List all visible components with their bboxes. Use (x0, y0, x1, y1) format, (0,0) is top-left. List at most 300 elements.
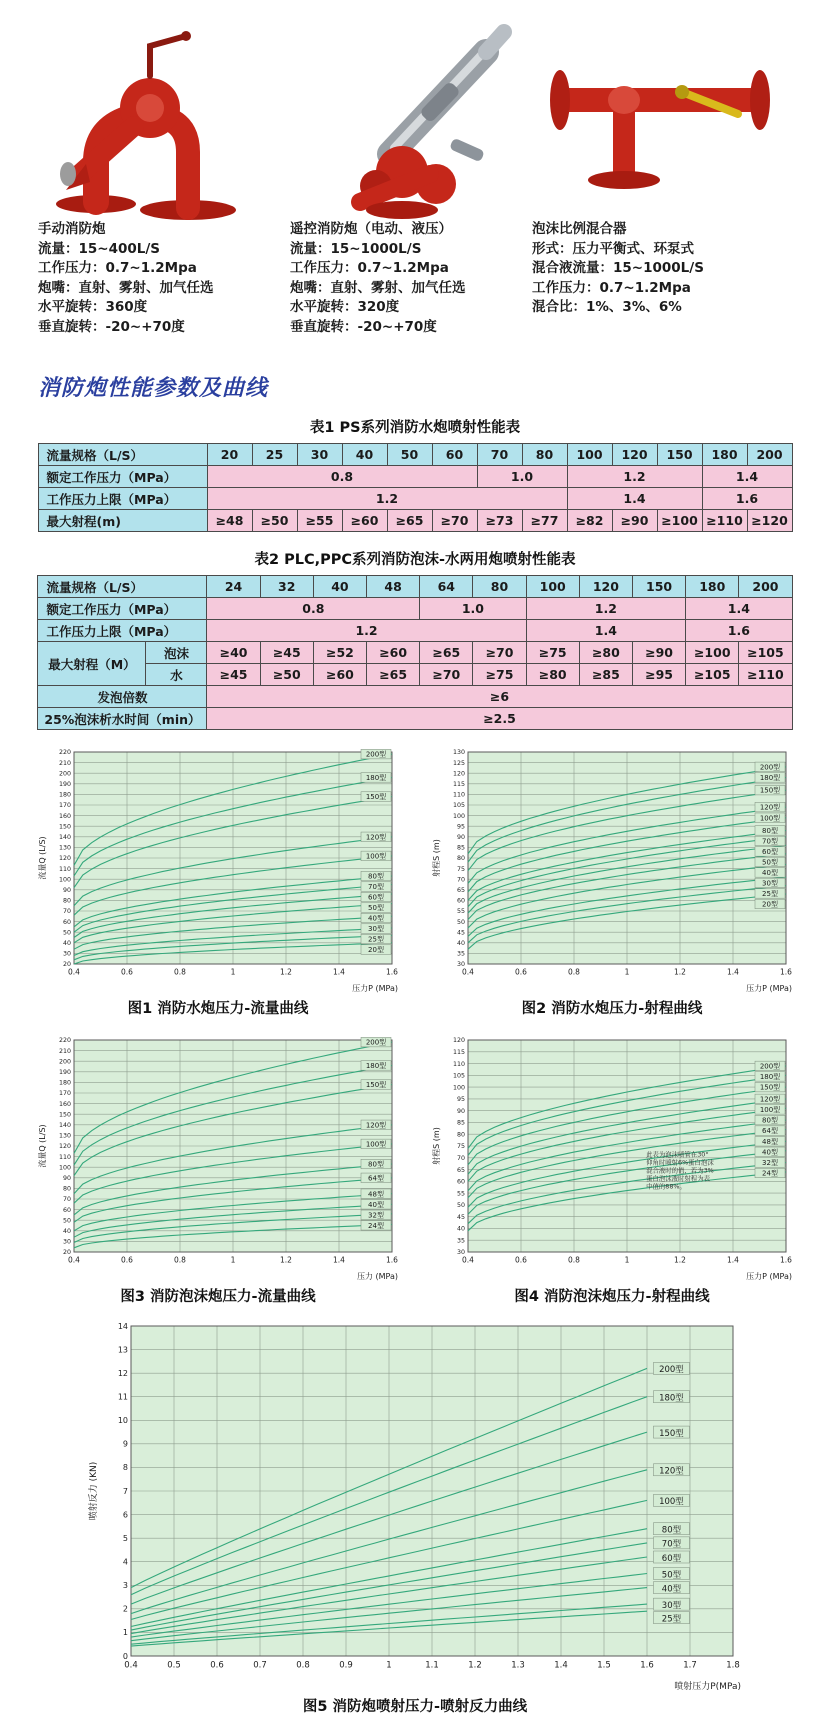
series-label-50型: 50型 (661, 1570, 682, 1581)
svg-text:1.4: 1.4 (727, 967, 739, 977)
series-label-100型: 100型 (759, 814, 781, 823)
fig4-svg (428, 1032, 796, 1284)
water-range-cell: ≥75 (473, 664, 526, 686)
rated-pressure-cell: 1.2 (567, 466, 702, 488)
svg-text:0.6: 0.6 (515, 1255, 527, 1265)
svg-text:1.7: 1.7 (683, 1660, 697, 1671)
svg-text:1.4: 1.4 (333, 967, 345, 977)
svg-text:仰角时喷射6%蛋白泡沫: 仰角时喷射6%蛋白泡沫 (646, 1158, 714, 1167)
svg-text:0.6: 0.6 (121, 967, 133, 977)
svg-text:0.8: 0.8 (568, 1255, 580, 1265)
svg-text:70: 70 (456, 876, 465, 884)
series-label-20型: 20型 (368, 946, 384, 955)
fig3-chart (34, 1032, 402, 1306)
svg-text:0.8: 0.8 (568, 967, 580, 977)
svg-text:170: 170 (58, 1090, 71, 1098)
svg-text:35: 35 (456, 1237, 465, 1245)
product-spec-line: 混合液流量：15~1000L/S (532, 260, 704, 276)
svg-text:210: 210 (58, 759, 71, 767)
svg-text:70: 70 (62, 908, 71, 916)
upper-pressure-cell: 1.4 (526, 620, 686, 642)
svg-text:0: 0 (122, 1651, 128, 1661)
series-label-40型: 40型 (368, 1200, 384, 1209)
series-label-80型: 80型 (762, 1116, 778, 1125)
fig1-caption: 图1 消防水炮压力-流量曲线 (127, 1001, 309, 1017)
foam-range-cell: ≥52 (313, 642, 366, 664)
svg-text:75: 75 (456, 865, 465, 873)
fig5-svg (85, 1316, 745, 1694)
svg-text:100: 100 (452, 812, 465, 820)
flow-spec-cell: 150 (632, 576, 685, 598)
svg-text:70: 70 (62, 1196, 71, 1204)
foam-range-cell: ≥40 (207, 642, 260, 664)
svg-text:60: 60 (456, 1178, 465, 1186)
product-specs (290, 240, 532, 338)
svg-text:3: 3 (122, 1581, 128, 1591)
svg-text:110: 110 (452, 1060, 465, 1068)
fig3-caption: 图3 消防泡沫炮压力-流量曲线 (120, 1289, 316, 1305)
product-spec-line: 工作压力：0.7~1.2Mpa (532, 279, 691, 296)
svg-text:4: 4 (122, 1557, 128, 1567)
table-row (38, 466, 792, 488)
fig5-caption: 图5 消防炮喷射压力-喷射反力曲线 (302, 1699, 528, 1715)
svg-text:80: 80 (62, 1185, 71, 1193)
series-label-80型: 80型 (368, 872, 384, 881)
series-label-100型: 100型 (365, 852, 387, 861)
table2-plc-ppc-series (37, 575, 792, 730)
gridlines (468, 752, 786, 964)
water-range-cell: ≥60 (313, 664, 366, 686)
svg-text:0.4: 0.4 (462, 967, 474, 977)
svg-text:105: 105 (452, 1072, 465, 1080)
svg-text:30: 30 (62, 950, 71, 958)
series-label-48型: 48型 (368, 1190, 384, 1199)
flow-spec-cell: 32 (260, 576, 313, 598)
svg-text:20: 20 (62, 961, 71, 969)
svg-text:115: 115 (452, 781, 465, 789)
series-label-60型: 60型 (762, 847, 778, 856)
svg-text:1.6: 1.6 (386, 1255, 398, 1265)
svg-text:1.5: 1.5 (597, 1660, 611, 1671)
svg-text:1.2: 1.2 (674, 967, 686, 977)
product-spec-line: 工作压力：0.7~1.2Mpa (38, 260, 197, 276)
series-label-24型: 24型 (368, 1221, 384, 1230)
svg-text:160: 160 (58, 1100, 71, 1108)
svg-text:1.3: 1.3 (511, 1660, 525, 1671)
svg-text:120: 120 (452, 770, 465, 778)
svg-text:95: 95 (456, 823, 465, 831)
svg-text:120: 120 (58, 1143, 71, 1151)
fig4-caption: 图4 消防泡沫炮压力-射程曲线 (514, 1289, 710, 1305)
series-label-64型: 64型 (368, 1174, 384, 1183)
product-spec-line: 炮嘴：直射、雾射、加气任选 (38, 279, 214, 296)
product-name: 遥控消防炮（电动、液压） (290, 221, 452, 237)
svg-text:1.2: 1.2 (280, 967, 292, 977)
flow-spec-cell: 60 (432, 444, 477, 466)
svg-text:中值的88%。: 中值的88%。 (646, 1182, 686, 1191)
svg-text:65: 65 (456, 887, 465, 895)
x-axis-label: 喷射压力P(MPa) (674, 1682, 741, 1692)
sub-label-foam: 泡沫 (146, 642, 207, 664)
svg-text:40: 40 (62, 940, 71, 948)
svg-text:35: 35 (456, 950, 465, 958)
rated-pressure-cell: 0.8 (207, 466, 477, 488)
svg-text:50: 50 (456, 1202, 465, 1210)
max-range-cell: ≥90 (612, 510, 657, 532)
svg-text:130: 130 (58, 844, 71, 852)
series-label-20型: 20型 (762, 900, 778, 909)
flow-spec-cell: 100 (526, 576, 579, 598)
svg-text:170: 170 (58, 802, 71, 810)
foam-range-cell: ≥60 (367, 642, 420, 664)
row-label-rated-pressure: 额定工作压力（MPa） (38, 466, 207, 488)
fig1-chart (34, 744, 402, 1018)
foam-range-cell: ≥105 (739, 642, 792, 664)
svg-text:0.4: 0.4 (462, 1255, 474, 1265)
row-label-rated-pressure: 额定工作压力（MPa） (38, 598, 207, 620)
charts-row-2 (0, 1032, 830, 1306)
product-specs (38, 240, 290, 338)
water-range-cell: ≥85 (579, 664, 632, 686)
flow-spec-cell: 180 (702, 444, 747, 466)
svg-text:50: 50 (62, 929, 71, 937)
product-specs (532, 240, 800, 318)
svg-text:50: 50 (456, 918, 465, 926)
foam-range-cell: ≥70 (473, 642, 526, 664)
series-label-200型: 200型 (659, 1365, 684, 1376)
svg-text:150: 150 (58, 823, 71, 831)
max-range-cell: ≥120 (747, 510, 792, 532)
table2-title: 表2 PLC,PPC系列消防泡沫-水两用炮喷射性能表 (254, 552, 576, 568)
series-label-40型: 40型 (762, 868, 778, 877)
product-spec-line: 水平旋转：320度 (290, 299, 400, 315)
svg-text:140: 140 (58, 1122, 71, 1130)
svg-text:11: 11 (117, 1392, 128, 1402)
section-heading: 消防炮性能参数及曲线 (38, 376, 269, 401)
flow-spec-cell: 200 (747, 444, 792, 466)
series-label-25型: 25型 (762, 889, 778, 898)
table-row (38, 686, 792, 708)
svg-text:1.4: 1.4 (554, 1660, 568, 1671)
svg-text:1.6: 1.6 (780, 967, 792, 977)
svg-text:220: 220 (58, 1037, 71, 1045)
svg-text:0.6: 0.6 (121, 1255, 133, 1265)
svg-text:110: 110 (58, 1153, 71, 1161)
foam-proportioner-illustration (532, 42, 788, 200)
svg-text:180: 180 (58, 791, 71, 799)
y-axis-label: 流量Q (L/S) (38, 836, 47, 880)
svg-text:1.1: 1.1 (425, 1660, 439, 1671)
svg-text:0.4: 0.4 (68, 967, 80, 977)
svg-text:0.6: 0.6 (210, 1660, 224, 1671)
water-range-cell: ≥95 (632, 664, 685, 686)
series-label-50型: 50型 (368, 904, 384, 913)
series-label-40型: 40型 (368, 914, 384, 923)
fig1-svg (34, 744, 402, 996)
foam-range-cell: ≥100 (686, 642, 739, 664)
water-range-cell: ≥105 (686, 664, 739, 686)
row-label-max-range: 最大射程(m) (38, 510, 207, 532)
manual-fire-monitor-photo (38, 22, 290, 220)
water-range-cell: ≥70 (420, 664, 473, 686)
row-label-drain-time: 25%泡沫析水时间（min） (38, 708, 207, 730)
y-axis-label: 流量Q (L/S) (38, 1124, 47, 1168)
svg-text:1: 1 (624, 1255, 630, 1265)
flow-spec-cell: 64 (420, 576, 473, 598)
svg-text:此表为泡沫喷管在30°: 此表为泡沫喷管在30° (646, 1150, 709, 1159)
series-label-25型: 25型 (661, 1614, 682, 1625)
series-label-40型: 40型 (661, 1584, 682, 1595)
series-label-120型: 120型 (365, 833, 387, 842)
svg-text:0.6: 0.6 (515, 967, 527, 977)
svg-text:90: 90 (456, 1107, 465, 1115)
product-spec-line: 水平旋转：360度 (38, 299, 148, 315)
series-label-30型: 30型 (368, 925, 384, 934)
svg-text:190: 190 (58, 781, 71, 789)
rated-pressure-cell: 1.0 (477, 466, 567, 488)
svg-text:1.6: 1.6 (640, 1660, 654, 1671)
series-label-200型: 200型 (365, 750, 387, 759)
series-label-120型: 120型 (759, 803, 781, 812)
series-label-200型: 200型 (759, 1062, 781, 1071)
series-label-80型: 80型 (661, 1525, 682, 1536)
flow-spec-cell: 70 (477, 444, 522, 466)
series-label-80型: 80型 (762, 826, 778, 835)
fig4-chart (428, 1032, 796, 1306)
product-spec-line: 炮嘴：直射、雾射、加气任选 (290, 279, 466, 296)
svg-text:8: 8 (122, 1463, 128, 1473)
svg-text:180: 180 (58, 1079, 71, 1087)
svg-text:蛋白泡沫液时射程为表: 蛋白泡沫液时射程为表 (646, 1174, 710, 1183)
table-row (38, 708, 792, 730)
rated-pressure-cell: 1.0 (420, 598, 526, 620)
svg-text:0.4: 0.4 (124, 1660, 138, 1671)
rated-pressure-cell: 1.4 (702, 466, 792, 488)
flow-spec-cell: 180 (686, 576, 739, 598)
table-row (38, 488, 792, 510)
svg-text:6: 6 (122, 1510, 128, 1520)
chart5-row (0, 1316, 830, 1716)
table-row (38, 576, 792, 598)
series-label-200型: 200型 (759, 763, 781, 772)
product-spec-line: 形式：压力平衡式、环泵式 (532, 240, 694, 257)
svg-text:100: 100 (58, 876, 71, 884)
table1-title: 表1 PS系列消防水炮喷射性能表 (309, 420, 521, 436)
svg-text:85: 85 (456, 844, 465, 852)
series-label-100型: 100型 (365, 1140, 387, 1149)
upper-pressure-cell: 1.6 (686, 620, 792, 642)
foam-proportioner-photo (532, 22, 800, 220)
flow-spec-cell: 100 (567, 444, 612, 466)
sub-label-water: 水 (146, 664, 207, 686)
row-label-flow: 流量规格（L/S） (38, 444, 207, 466)
svg-text:40: 40 (456, 1225, 465, 1233)
series-label-180型: 180型 (365, 1061, 387, 1070)
flow-spec-cell: 80 (473, 576, 526, 598)
series-label-80型: 80型 (368, 1160, 384, 1169)
max-range-cell: ≥60 (342, 510, 387, 532)
gridlines (74, 1040, 392, 1252)
series-label-150型: 150型 (759, 1083, 781, 1092)
gridlines (74, 752, 392, 964)
svg-text:85: 85 (456, 1119, 465, 1127)
max-range-cell: ≥110 (702, 510, 747, 532)
series-label-48型: 48型 (762, 1137, 778, 1146)
foam-range-cell: ≥45 (260, 642, 313, 664)
svg-text:55: 55 (456, 1190, 465, 1198)
svg-text:95: 95 (456, 1096, 465, 1104)
row-label-upper-pressure: 工作压力上限（MPa） (38, 488, 207, 510)
svg-text:115: 115 (452, 1048, 465, 1056)
fig3-svg (34, 1032, 402, 1284)
svg-text:65: 65 (456, 1166, 465, 1174)
svg-text:100: 100 (452, 1084, 465, 1092)
svg-text:70: 70 (456, 1154, 465, 1162)
svg-text:1.6: 1.6 (386, 967, 398, 977)
product-spec-line: 流量：15~400L/S (38, 240, 161, 257)
series-labels (361, 749, 391, 954)
rated-pressure-cell: 1.2 (526, 598, 686, 620)
product-spec-line: 垂直旋转：-20~+70度 (38, 318, 185, 335)
svg-text:60: 60 (62, 1206, 71, 1214)
row-label-upper-pressure: 工作压力上限（MPa） (38, 620, 207, 642)
svg-text:110: 110 (452, 791, 465, 799)
expansion-cell: ≥6 (207, 686, 792, 708)
svg-text:1.2: 1.2 (280, 1255, 292, 1265)
max-range-cell: ≥82 (567, 510, 612, 532)
x-axis-label: 压力 (MPa) (356, 1272, 398, 1281)
svg-text:45: 45 (456, 929, 465, 937)
svg-text:20: 20 (62, 1249, 71, 1257)
svg-text:200: 200 (58, 1058, 71, 1066)
flow-spec-cell: 24 (207, 576, 260, 598)
series-label-25型: 25型 (368, 935, 384, 944)
series-label-60型: 60型 (368, 893, 384, 902)
drain-time-cell: ≥2.5 (207, 708, 792, 730)
flow-spec-cell: 20 (207, 444, 252, 466)
flow-spec-cell: 50 (387, 444, 432, 466)
svg-text:30: 30 (62, 1238, 71, 1246)
series-label-150型: 150型 (759, 786, 781, 795)
product-name: 泡沫比例混合器 (532, 221, 627, 237)
svg-text:7: 7 (122, 1486, 128, 1496)
product-spec-line: 流量：15~1000L/S (290, 240, 422, 257)
svg-text:9: 9 (122, 1439, 128, 1449)
svg-text:60: 60 (62, 918, 71, 926)
water-range-cell: ≥45 (207, 664, 260, 686)
x-axis-label: 压力P (MPa) (746, 1272, 792, 1281)
series-label-180型: 180型 (659, 1393, 684, 1404)
svg-text:1: 1 (122, 1628, 128, 1638)
svg-text:1: 1 (386, 1660, 392, 1671)
svg-text:90: 90 (62, 887, 71, 895)
svg-text:90: 90 (62, 1175, 71, 1183)
svg-text:10: 10 (117, 1416, 128, 1426)
flow-spec-cell: 30 (297, 444, 342, 466)
flow-spec-cell: 120 (612, 444, 657, 466)
series-label-32型: 32型 (762, 1159, 778, 1168)
max-range-cell: ≥100 (657, 510, 702, 532)
svg-text:150: 150 (58, 1111, 71, 1119)
product-name: 手动消防炮 (38, 221, 106, 237)
svg-text:140: 140 (58, 834, 71, 842)
svg-text:0.9: 0.9 (339, 1660, 353, 1671)
max-range-cell: ≥48 (207, 510, 252, 532)
svg-text:1: 1 (230, 967, 236, 977)
svg-text:50: 50 (62, 1217, 71, 1225)
svg-text:80: 80 (456, 1131, 465, 1139)
y-axis-label: 射程S (m) (432, 839, 441, 877)
product-spec-line: 工作压力：0.7~1.2Mpa (290, 260, 449, 276)
product-foam-proportioner (532, 22, 800, 337)
svg-text:190: 190 (58, 1069, 71, 1077)
foam-range-cell: ≥90 (632, 642, 685, 664)
svg-text:0.8: 0.8 (296, 1660, 310, 1671)
series-label-24型: 24型 (762, 1169, 778, 1178)
fig2-caption: 图2 消防水炮压力-射程曲线 (521, 1001, 703, 1017)
svg-text:45: 45 (456, 1213, 465, 1221)
flow-spec-cell: 200 (739, 576, 792, 598)
svg-text:40: 40 (456, 940, 465, 948)
svg-text:2: 2 (122, 1604, 128, 1614)
series-label-70型: 70型 (368, 883, 384, 892)
svg-text:80: 80 (62, 897, 71, 905)
svg-text:160: 160 (58, 812, 71, 820)
remote-fire-monitor-illustration (290, 24, 520, 220)
svg-text:125: 125 (452, 759, 465, 767)
svg-text:120: 120 (452, 1037, 465, 1045)
series-label-180型: 180型 (365, 773, 387, 782)
svg-text:130: 130 (58, 1132, 71, 1140)
series-label-50型: 50型 (762, 858, 778, 867)
flow-spec-cell: 150 (657, 444, 702, 466)
svg-text:1.8: 1.8 (726, 1660, 740, 1671)
svg-text:1.4: 1.4 (333, 1255, 345, 1265)
rated-pressure-cell: 1.4 (686, 598, 792, 620)
foam-range-cell: ≥80 (579, 642, 632, 664)
fig2-chart (428, 744, 796, 1018)
flow-spec-cell: 40 (342, 444, 387, 466)
table-row (38, 510, 792, 532)
svg-text:120: 120 (58, 855, 71, 863)
flow-spec-cell: 25 (252, 444, 297, 466)
svg-text:1: 1 (230, 1255, 236, 1265)
upper-pressure-cell: 1.2 (207, 488, 567, 510)
series-label-150型: 150型 (365, 1081, 387, 1090)
series-labels (755, 1061, 785, 1178)
upper-pressure-cell: 1.2 (207, 620, 526, 642)
water-range-cell: ≥65 (367, 664, 420, 686)
flow-spec-cell: 48 (367, 576, 420, 598)
x-axis-label: 压力P (MPa) (352, 984, 398, 993)
series-label-150型: 150型 (659, 1428, 684, 1439)
svg-text:60: 60 (456, 897, 465, 905)
table-row (38, 598, 792, 620)
product-spec-line: 垂直旋转：-20~+70度 (290, 318, 437, 335)
table-row (38, 642, 792, 664)
foam-range-cell: ≥65 (420, 642, 473, 664)
water-range-cell: ≥80 (526, 664, 579, 686)
max-range-cell: ≥65 (387, 510, 432, 532)
manual-fire-monitor-illustration (38, 24, 266, 220)
svg-text:13: 13 (117, 1345, 128, 1355)
svg-text:0.5: 0.5 (167, 1660, 181, 1671)
y-axis-label: 射程S (m) (432, 1127, 441, 1165)
max-range-cell: ≥55 (297, 510, 342, 532)
product-manual-monitor (38, 22, 290, 337)
svg-text:220: 220 (58, 749, 71, 757)
svg-text:12: 12 (117, 1368, 128, 1378)
